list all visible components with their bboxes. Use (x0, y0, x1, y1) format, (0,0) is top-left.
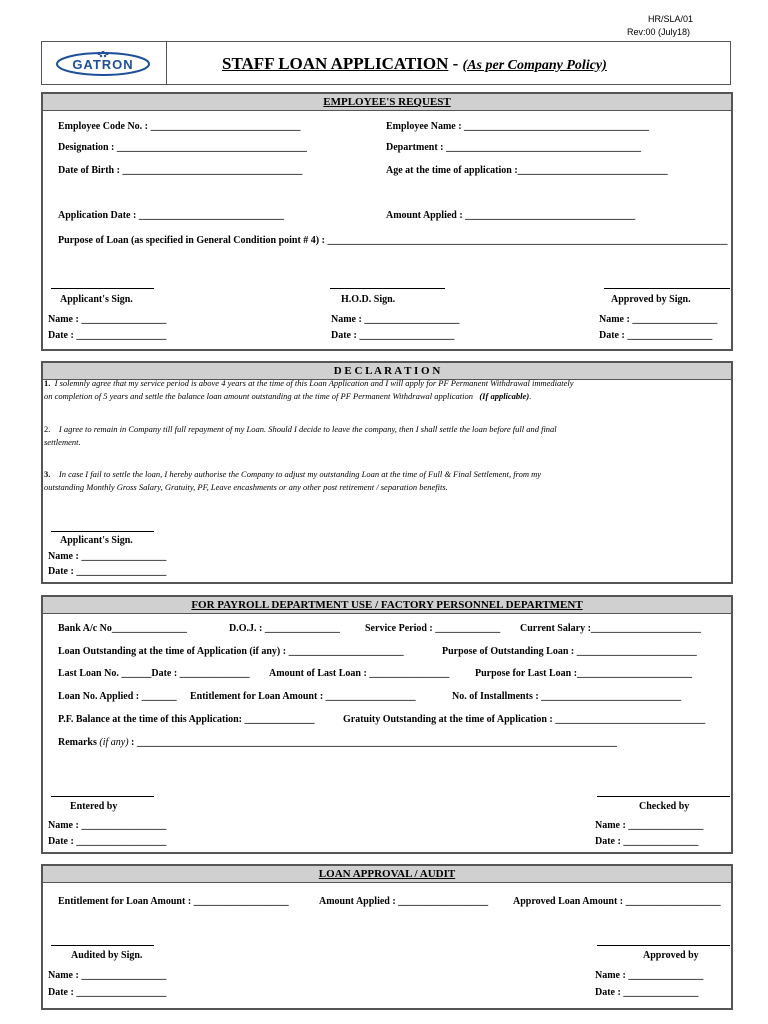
applicant-name-field[interactable]: Name : _________________ (48, 314, 167, 325)
approver-name-field[interactable]: Name : _________________ (599, 314, 718, 325)
doc-revision: Rev:00 (July18) (627, 27, 691, 37)
doc-code: HR/SLA/01 (648, 14, 694, 24)
checked-name-field[interactable]: Name : _______________ (595, 820, 704, 831)
amount-applied-field[interactable]: Amount Applied : __________________________________ (386, 210, 636, 221)
applicant-date-field[interactable]: Date : __________________ (48, 330, 167, 341)
declaration-item-3b: outstanding Monthly Gross Salary, Gratuity, PF, Leave encashments or any other post retirement / separation benefits. (44, 482, 448, 492)
employee-code-field[interactable]: Employee Code No. : ______________________________ (58, 121, 301, 132)
approval-heading: LOAN APPROVAL / AUDIT (43, 866, 731, 883)
declaration-item-2a: 2. I agree to remain in Company till full repayment of my Loan. Should I decide to leave the company, then I shall settle the loan before full and final (44, 424, 557, 434)
logo-text: GATRON (72, 57, 134, 72)
application-date-field[interactable]: Application Date : _____________________________ (58, 210, 284, 221)
header-box (41, 41, 731, 85)
audited-sign-label: Audited by Sign. (71, 950, 143, 961)
hod-date-field[interactable]: Date : ___________________ (331, 330, 455, 341)
declaration-sign-label: Applicant's Sign. (60, 535, 133, 546)
approval-amount-field[interactable]: Amount Applied : __________________ (319, 896, 489, 907)
purpose-last-loan-field[interactable]: Purpose for Last Loan :_______________________ (475, 668, 693, 679)
loan-outstanding-field[interactable]: Loan Outstanding at the time of Application (if any) : _______________________ (58, 646, 404, 657)
entered-date-field[interactable]: Date : __________________ (48, 836, 167, 847)
gatron-logo (55, 51, 151, 77)
remarks-field[interactable]: Remarks (if any) : ________________________________________________________________________________________________ (58, 737, 617, 748)
approved-name-field[interactable]: Name : _______________ (595, 970, 704, 981)
age-field[interactable]: Age at the time of application :______________________________ (386, 165, 668, 176)
checked-by-label: Checked by (639, 801, 690, 812)
page-title: STAFF LOAN APPLICATION - (As per Company Policy) (222, 54, 607, 73)
service-period-field[interactable]: Service Period : _____________ (365, 623, 501, 634)
declaration-item-2b: settlement. (44, 437, 81, 447)
purpose-field[interactable]: Purpose of Loan (as specified in General Condition point # 4) : ________________________________________________________________________________ (58, 235, 728, 246)
audited-name-field[interactable]: Name : _________________ (48, 970, 167, 981)
declaration-heading: D E C L A R A T I O N (43, 363, 731, 380)
bank-account-field[interactable]: Bank A/c No_______________ (58, 623, 187, 634)
approval-entitlement-field[interactable]: Entitlement for Loan Amount : ___________________ (58, 896, 289, 907)
declaration-item-3a: 3. In case I fail to settle the loan, I hereby authorise the Company to adjust my outstanding Loan at the time of Full & Final Settlement, from my (44, 469, 542, 479)
approved-loan-amount-field[interactable]: Approved Loan Amount : ___________________ (513, 896, 721, 907)
declaration-date-field[interactable]: Date : __________________ (48, 566, 167, 577)
hod-name-field[interactable]: Name : ___________________ (331, 314, 460, 325)
applicant-sign-label: Applicant's Sign. (60, 294, 133, 305)
employee-name-field[interactable]: Employee Name : _____________________________________ (386, 121, 650, 132)
pf-balance-field[interactable]: P.F. Balance at the time of this Application: ______________ (58, 714, 315, 725)
amount-last-loan-field[interactable]: Amount of Last Loan : ________________ (269, 668, 450, 679)
employee-request-heading: EMPLOYEE'S REQUEST (43, 94, 731, 111)
declaration-item-1b: on completion of 5 years and settle the balance loan amount outstanding at the time of PF Permanent Withdrawal application (If applicable). (44, 391, 532, 401)
current-salary-field[interactable]: Current Salary :______________________ (520, 623, 701, 634)
installments-field[interactable]: No. of Installments : ____________________________ (452, 691, 682, 702)
declaration-name-field[interactable]: Name : _________________ (48, 551, 167, 562)
gratuity-field[interactable]: Gratuity Outstanding at the time of Application : ______________________________ (343, 714, 706, 725)
declaration-item-1a: 1. I solemnly agree that my service period is above 4 years at the time of this Loan Application and I will apply for PF Permanent Withdrawal immediately (44, 378, 574, 388)
entered-by-label: Entered by (70, 801, 118, 812)
approved-date-field[interactable]: Date : _______________ (595, 987, 699, 998)
designation-field[interactable]: Designation : ______________________________________ (58, 142, 307, 153)
doj-field[interactable]: D.O.J. : _______________ (229, 623, 340, 634)
entered-name-field[interactable]: Name : _________________ (48, 820, 167, 831)
approved-by-label: Approved by (643, 950, 699, 961)
approved-sign-label: Approved by Sign. (611, 294, 691, 305)
entitlement-field[interactable]: Entitlement for Loan Amount : __________________ (190, 691, 416, 702)
dob-field[interactable]: Date of Birth : ____________________________________ (58, 165, 303, 176)
audited-date-field[interactable]: Date : __________________ (48, 987, 167, 998)
hod-sign-label: H.O.D. Sign. (341, 294, 396, 305)
last-loan-field[interactable]: Last Loan No. ______Date : ______________ (58, 668, 250, 679)
checked-date-field[interactable]: Date : _______________ (595, 836, 699, 847)
payroll-heading: FOR PAYROLL DEPARTMENT USE / FACTORY PERSONNEL DEPARTMENT (43, 597, 731, 614)
approver-date-field[interactable]: Date : _________________ (599, 330, 713, 341)
department-field[interactable]: Department : _______________________________________ (386, 142, 641, 153)
purpose-outstanding-field[interactable]: Purpose of Outstanding Loan : ________________________ (442, 646, 697, 657)
loan-no-applied-field[interactable]: Loan No. Applied : _______ (58, 691, 177, 702)
